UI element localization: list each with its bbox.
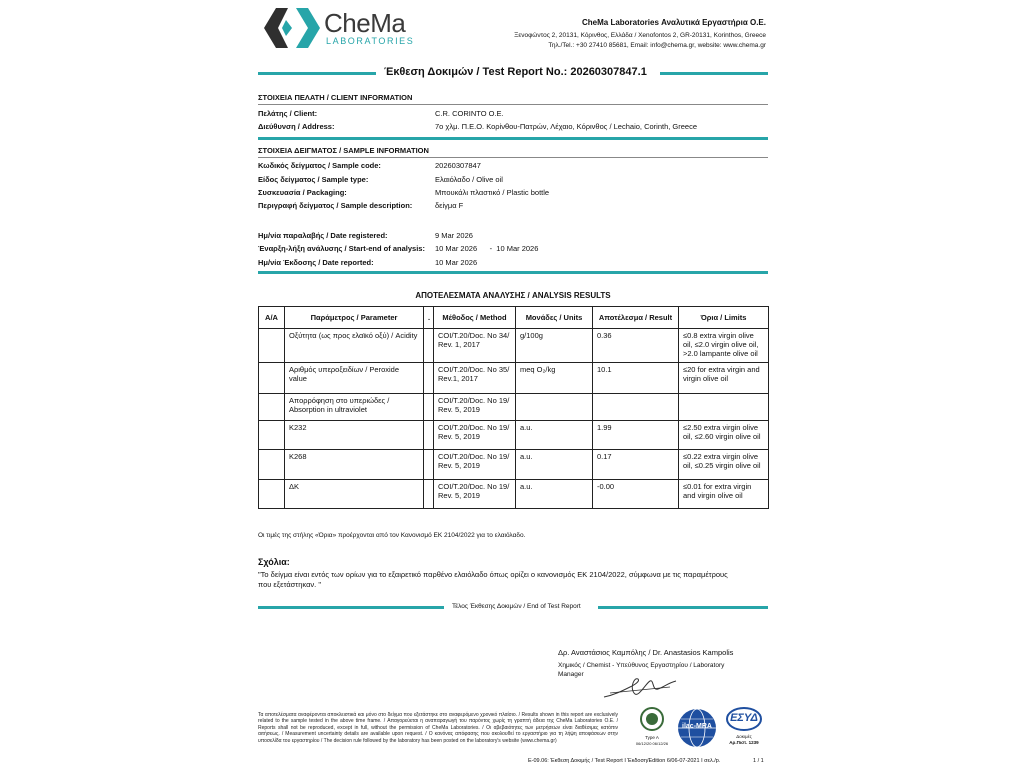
cell-method: COI/T.20/Doc. No 35/ Rev.1, 2017 (434, 363, 516, 394)
sample-type-value: Ελαιόλαδο / Olive oil (435, 175, 503, 184)
col-header: Α/Α (259, 307, 285, 329)
cell-parameter: Απορρόφηση στο υπεριώδες / Absorption in ultraviolet (285, 394, 424, 421)
ilac-badge (677, 708, 717, 748)
title-rule-left (258, 72, 376, 75)
cell-limits: ≤0.01 for extra virgin and virgin olive oil (679, 480, 769, 509)
cell-limits (679, 394, 769, 421)
title-rule-right (660, 72, 768, 75)
table-row (259, 421, 769, 450)
sample-type-label: Είδος δείγματος / Sample type: (258, 175, 369, 184)
cell-dot (424, 450, 434, 480)
cell-method: COI/T.20/Doc. No 34/ Rev. 1, 2017 (434, 329, 516, 363)
table-header-row (259, 307, 769, 329)
cell-dot (424, 363, 434, 394)
cell-no (259, 421, 285, 450)
cell-result (593, 394, 679, 421)
packaging-value: Μπουκάλι πλαστικό / Plastic bottle (435, 188, 550, 197)
esyd-sub2: Αρ.Πιστ. 1239 (729, 740, 759, 745)
cell-method: COI/T.20/Doc. No 19/ Rev. 5, 2019 (434, 394, 516, 421)
section-rule (258, 137, 768, 140)
comments-text: "Το δείγμα είναι εντός των ορίων για το εξαιρετικό παρθένο ελαιόλαδο όπως ορίζει ο κανονισμός ΕΚ 2104/2022, σύμφωνα με τις παραμέτρους που εξετάστηκαν. " (258, 570, 728, 589)
date-registered-value: 9 Mar 2026 (435, 231, 473, 240)
cell-result: 1.99 (593, 421, 679, 450)
cell-dot (424, 480, 434, 509)
col-header: Όρια / Limits (679, 307, 769, 329)
col-header: Αποτέλεσμα / Result (593, 307, 679, 329)
cell-units (516, 394, 593, 421)
cell-parameter: Αριθμός υπεροξειδίων / Peroxide value (285, 363, 424, 394)
divider (258, 104, 768, 105)
client-label: Πελάτης / Client: (258, 109, 318, 118)
description-label: Περιγραφή δείγματος / Sample description: (258, 201, 413, 210)
divider (258, 157, 768, 158)
chema-logo-icon (262, 6, 322, 50)
cell-dot (424, 394, 434, 421)
cell-parameter: K268 (285, 450, 424, 480)
cell-no (259, 480, 285, 509)
end-of-report: Τέλος Έκθεσης Δοκιμών / End of Test Report (452, 603, 581, 610)
cell-units: a.u. (516, 421, 593, 450)
esyd-label: ΕΣΥΔ (730, 712, 758, 724)
packaging-label: Συσκευασία / Packaging: (258, 188, 347, 197)
col-header: Μονάδες / Units (516, 307, 593, 329)
cell-method: COI/T.20/Doc. No 19/ Rev. 5, 2019 (434, 450, 516, 480)
accreditation-seal-icon (639, 706, 665, 732)
cell-result: -0.00 (593, 480, 679, 509)
table-row (259, 394, 769, 421)
cell-result: 0.36 (593, 329, 679, 363)
address-label: Διεύθυνση / Address: (258, 122, 335, 131)
cell-dot (424, 329, 434, 363)
signature-icon (600, 673, 680, 703)
type-a-code: 06/12/20 06/12/26 (635, 741, 669, 746)
table-row (259, 363, 769, 394)
cell-no (259, 363, 285, 394)
cell-result: 0.17 (593, 450, 679, 480)
comments-heading: Σχόλια: (258, 557, 290, 567)
end-rule-left (258, 606, 444, 609)
cell-no (259, 450, 285, 480)
cell-parameter: ΔK (285, 480, 424, 509)
company-contact: Τηλ./Tel.: +30 27410 85681, Email: info@chema.gr, website: www.chema.gr (548, 42, 766, 49)
date-reported-label: Ημ/νία Έκδοσης / Date reported: (258, 258, 374, 267)
table-row (259, 480, 769, 509)
cell-method: COI/T.20/Doc. No 19/ Rev. 5, 2019 (434, 421, 516, 450)
cell-limits: ≤20 for extra virgin and virgin olive oil (679, 363, 769, 394)
company-address: Ξενοφώντος 2, 20131, Κόρινθος, Ελλάδα / Xenofontos 2, GR-20131, Korinthos, Greece (514, 32, 766, 39)
cell-dot (424, 421, 434, 450)
disclaimer: Τα αποτελέσματα αναφέρονται αποκλειστικά και μόνο στο δείγμα που εξετάστηκε στο αναφερόμενο χρονικό πλαίσιο. / Results shown in this report are exclusively related to the sample tested in the above time frame. / Απαγορεύεται η αναπαραγωγή του παρόντος χωρίς τη γραπτή άδεια της CheMa Laboratories O.E. / Reports shall not be reproduced, except in full, without the permission of CheMa Laboratories. / Οι αβεβαιότητες των μετρήσεων είναι διαθέσιμες κατόπιν αιτήσεως. / Measurement uncertainty details are available upon request. / Ο κανόνας απόφασης που ακολουθεί το εργαστήριο για τη λήψη αποφάσεων στην υποσελίδα του εργαστηρίου / The decision rule followed by the laboratory has been posted on the laboratory's website (www.chema.gr) (258, 712, 618, 744)
cell-units: a.u. (516, 450, 593, 480)
col-header: Μέθοδος / Method (434, 307, 516, 329)
end-rule-right (598, 606, 768, 609)
logo-name: CheMa (324, 8, 406, 38)
type-a-label: Type A (645, 735, 659, 740)
client-heading: ΣΤΟΙΧΕΙΑ ΠΕΛΑΤΗ / CLIENT INFORMATION (258, 93, 413, 102)
results-table (258, 306, 769, 509)
signatory-name: Δρ. Αναστάσιος Καμπόλης / Dr. Anastasios Kampolis (558, 648, 734, 657)
cell-limits: ≤0.22 extra virgin olive oil, ≤0.25 virgin olive oil (679, 450, 769, 480)
logo-subtitle: LABORATORIES (326, 36, 415, 46)
cell-method: COI/T.20/Doc. No 19/ Rev. 5, 2019 (434, 480, 516, 509)
cell-result: 10.1 (593, 363, 679, 394)
sample-code-value: 20260307847 (435, 161, 481, 170)
date-reported-value: 10 Mar 2026 (435, 258, 478, 267)
col-header: Παράμετρος / Parameter (285, 307, 424, 329)
table-row (259, 329, 769, 363)
form-reference: Ε-09.06: Έκθεση Δοκιμής / Test Report I Έκδοση/Edition 6/06-07-2021 I σελ./p. (528, 758, 721, 764)
client-value: C.R. CORINTO O.E. (435, 109, 504, 118)
cell-no (259, 394, 285, 421)
company-name: CheMa Laboratories Αναλυτικά Εργαστήρια Ο.Ε. (582, 18, 766, 27)
section-rule (258, 271, 768, 274)
cell-units: a.u. (516, 480, 593, 509)
table-row (259, 450, 769, 480)
report-title: Έκθεση Δοκιμών / Test Report No.: 20260307847.1 (384, 66, 647, 78)
analysis-period-value: 10 Mar 2026 - 10 Mar 2026 (435, 244, 539, 253)
cell-units: g/100g (516, 329, 593, 363)
cell-units: meq O₂/kg (516, 363, 593, 394)
description-value: δείγμα F (435, 201, 464, 210)
analysis-period-label: Έναρξη-λήξη ανάλυσης / Start-end of analysis: (258, 244, 425, 253)
date-registered-label: Ημ/νία παραλαβής / Date registered: (258, 231, 388, 240)
company-logo (262, 6, 422, 50)
sample-code-label: Κωδικός δείγματος / Sample code: (258, 161, 381, 170)
page-number: 1 / 1 (753, 758, 764, 764)
cell-no (259, 329, 285, 363)
sample-heading: ΣΤΟΙΧΕΙΑ ΔΕΙΓΜΑΤΟΣ / SAMPLE INFORMATION (258, 146, 429, 155)
ilac-label: ilac-MRA (682, 723, 712, 730)
esyd-badge (722, 706, 766, 754)
results-heading: ΑΠΟΤΕΛΕΣΜΑΤΑ ΑΝΑΛΥΣΗΣ / ANALYSIS RESULTS (415, 291, 611, 300)
address-value: 7ο χλμ. Π.Ε.Ο. Κορίνθου-Πατρών, Λέχαιο, Κόρινθος / Lechaio, Corinth, Greece (435, 122, 698, 131)
cell-limits: ≤0.8 extra virgin olive oil, ≤2.0 virgin olive oil, >2.0 lampante olive oil (679, 329, 769, 363)
esyd-sub1: Δοκιμές (736, 734, 752, 739)
signatory-role: Χημικός / Chemist - Υπεύθυνος Εργαστηρίου / Laboratory Manager (558, 662, 725, 678)
type-a-badge (630, 706, 674, 752)
cell-limits: ≤2.50 extra virgin olive oil, ≤2.60 virgin olive oil (679, 421, 769, 450)
cell-parameter: K232 (285, 421, 424, 450)
limits-note: Οι τιμές της στήλης «Όρια» προέρχονται από τον Κανονισμό ΕΚ 2104/2022 για το ελαιόλαδο. (258, 532, 526, 539)
col-header: . (424, 307, 434, 329)
cell-parameter: Οξύτητα (ως προς ελαϊκό οξύ) / Acidity (285, 329, 424, 363)
